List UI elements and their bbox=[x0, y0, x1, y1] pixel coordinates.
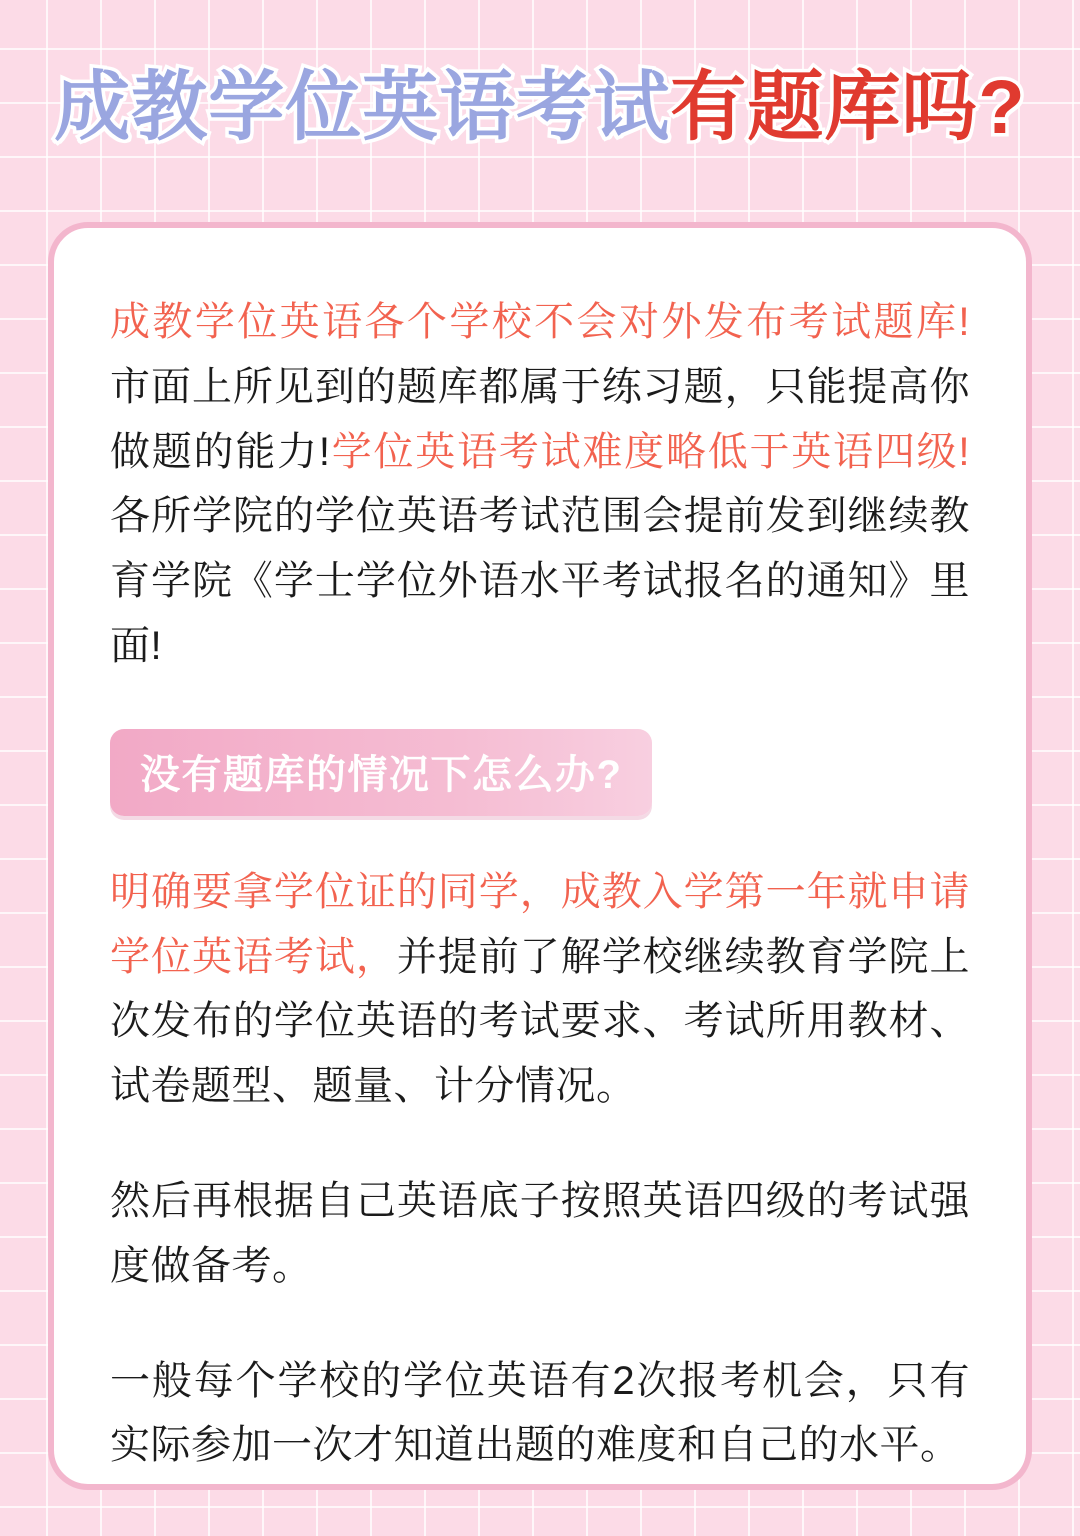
page-title-accent: 有题库吗? bbox=[670, 65, 1026, 150]
paragraph-3: 然后再根据自己英语底子按照英语四级的考试强度做备考。 bbox=[110, 1178, 970, 1288]
paragraph-1-segment-4: 各所学院的学位英语考试范围会提前发到继续教育学院《学士学位外语水平考试报名的通知》里面! bbox=[110, 494, 970, 668]
section-heading bbox=[110, 729, 970, 816]
paragraph-2-segment-2: 并提前了解学校继续教育学院上次发布的学位英语的考试要求、考试所用教材、试卷题型、题量、计分情况。 bbox=[110, 934, 971, 1109]
section-heading-pill: 没有题库的情况下怎么办? bbox=[110, 729, 652, 816]
page-title-main: 成教学位英语考试 bbox=[54, 65, 671, 150]
paragraph-2-segment-1: 明确要拿学位证的同学，成教入学第一年就申请学位英语考试， bbox=[110, 869, 970, 979]
paragraph-2 bbox=[110, 860, 970, 1119]
paragraph-1-segment-3: 学位英语考试难度略低于英语四级! bbox=[330, 429, 970, 474]
page-title bbox=[0, 64, 1080, 151]
content-card bbox=[48, 222, 1032, 1490]
paragraph-1-segment-1: 成教学位英语各个学校不会对外发布考试题库! bbox=[110, 300, 970, 344]
paragraph-1 bbox=[110, 290, 970, 679]
paragraph-1-segment-2: 市面上所见到的题库都属于练习题，只能提高你做题的能力! bbox=[110, 364, 970, 474]
paragraph-4: 一般每个学校的学位英语有2次报考机会，只有实际参加一次才知道出题的难度和自己的水平。 bbox=[110, 1358, 970, 1468]
